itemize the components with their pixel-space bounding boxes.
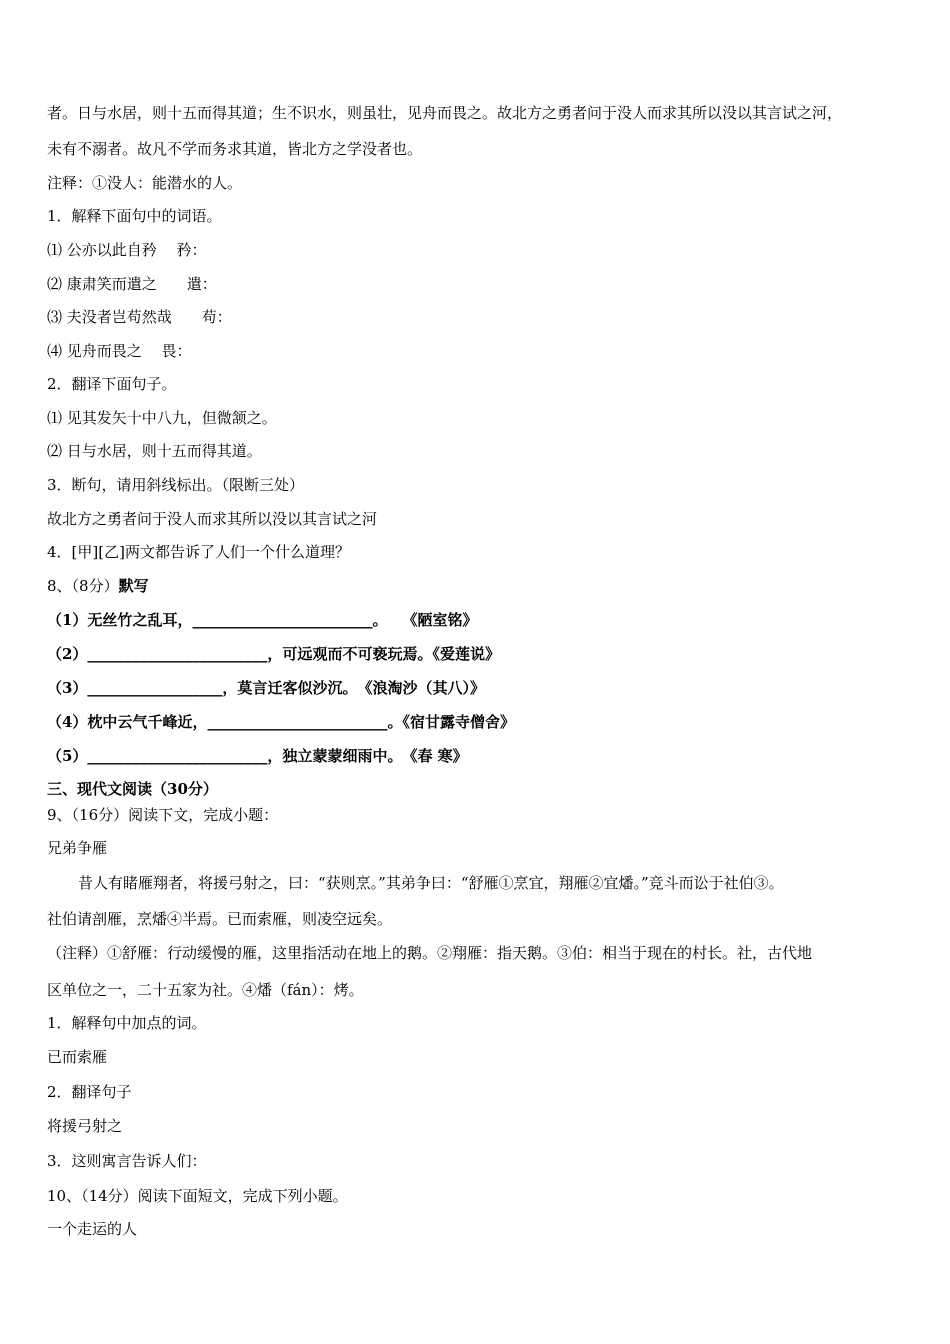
q7-4-title: 4．[甲][乙]两文都告诉了人们一个什么道理？ bbox=[47, 543, 350, 561]
q9-note-line-1: （注释）①舒雁：行动缓慢的雁，这里指活动在地上的鹅。②翔雁：指天鹅。③伯：相当于现在的村长。社，古代地 bbox=[47, 944, 813, 962]
passage-note: 注释：①没人：能潜水的人。 bbox=[47, 174, 243, 192]
q9-3-title: 3．这则寓言告诉人们： bbox=[47, 1152, 207, 1170]
q7-3-title: 3．断句，请用斜线标出。（限断三处） bbox=[47, 476, 305, 494]
q8-item: （2）________________________，可远观而不可亵玩焉。《爱莲说》 bbox=[47, 645, 500, 663]
q8-item: （3）__________________，莫言迁客似沙沉。 《浪淘沙（其八）》 bbox=[47, 679, 485, 697]
q10-story-title: 一个走运的人 bbox=[47, 1220, 138, 1238]
q7-1-item: ⑷ 见舟而畏之 畏： bbox=[47, 342, 192, 360]
q8-title bbox=[47, 576, 149, 596]
q8-title-bold: 默写 bbox=[118, 577, 149, 595]
q9-story-line-1: 昔人有睹雁翔者，将援弓射之，曰：“获则烹。”其弟争曰：“舒雁①烹宜，翔雁②宜燔。”竞斗而讼于社伯③。 bbox=[78, 874, 784, 892]
q7-1-item: ⑴ 公亦以此自矜 矜： bbox=[47, 241, 207, 259]
q9-story-line-2: 社伯请剖雁，烹燔④半焉。已而索雁，则凌空远矣。 bbox=[47, 910, 393, 928]
q8-item: （5）________________________，独立蒙蒙细雨中。 《春 寒》 bbox=[47, 747, 468, 765]
q9-2-title: 2．翻译句子 bbox=[47, 1083, 132, 1101]
q7-1-item: ⑵ 康肃笑而遣之 遣： bbox=[47, 275, 217, 293]
passage-line-1: 者。日与水居，则十五而得其道；生不识水，则虽壮，见舟而畏之。故北方之勇者问于没人而求其所以没以其言试之河， bbox=[47, 104, 843, 122]
q7-3-text: 故北方之勇者问于没人而求其所以没以其言试之河 bbox=[47, 510, 378, 528]
q9-2-text: 将援弓射之 bbox=[47, 1117, 123, 1135]
q7-1-item: ⑶ 夫没者岂苟然哉 苟： bbox=[47, 308, 232, 326]
q8-item: （1）无丝竹之乱耳，________________________。 《陋室铭》 bbox=[47, 611, 478, 629]
q9-note-line-2: 区单位之一，二十五家为社。④燔（fán）：烤。 bbox=[47, 981, 364, 999]
q8-item: （4）枕中云气千峰近，________________________。《宿甘露寺僧舍》 bbox=[47, 713, 515, 731]
q7-2-item: ⑵ 日与水居，则十五而得其道。 bbox=[47, 442, 262, 460]
q7-2-title: 2．翻译下面句子。 bbox=[47, 375, 177, 393]
q9-title: 9、（16分）阅读下文，完成小题： bbox=[47, 806, 279, 824]
section-3-title: 三、现代文阅读（30分） bbox=[47, 780, 218, 798]
passage-line-2: 未有不溺者。故凡不学而务求其道，皆北方之学没者也。 bbox=[47, 140, 423, 158]
q9-story-title: 兄弟争雁 bbox=[47, 839, 108, 857]
q8-title-prefix: 8、（8分） bbox=[47, 577, 119, 595]
q9-1-text: 已而索雁 bbox=[47, 1048, 108, 1066]
q10-title: 10、（14分）阅读下面短文，完成下列小题。 bbox=[47, 1187, 348, 1205]
q9-1-title: 1．解释句中加点的词。 bbox=[47, 1014, 207, 1032]
q7-2-item: ⑴ 见其发矢十中八九，但微颔之。 bbox=[47, 409, 277, 427]
q7-1-title: 1．解释下面句中的词语。 bbox=[47, 207, 222, 225]
